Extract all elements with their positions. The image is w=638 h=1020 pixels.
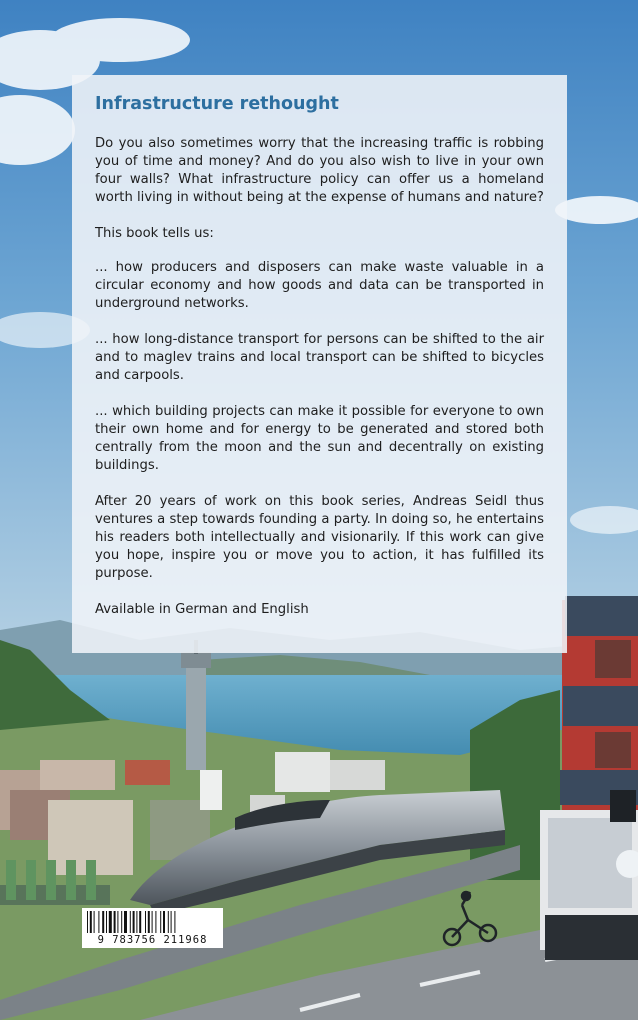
truck [540, 790, 638, 960]
availability-paragraph: Available in German and English [95, 602, 309, 617]
author-paragraph: After 20 years of work on this book series, Andreas Seidl thus ventures a step towards founding a party. In doing so, he entertains his readers both intellectually and visionarily. If this work can give you hope, inspire you or move you to action, it has fulfilled its purpose. [95, 494, 544, 581]
intro-paragraph: Do you also sometimes worry that the increasing traffic is robbing you of time and money? And do you also wish to live in your own four walls? What infrastructure policy can offer us a homeland worth living in without being at the expense of humans and nature? [95, 136, 544, 205]
transport-paragraph: ... how long-distance transport for persons can be shifted to the air and to maglev trains and local transport can be shifted to bicycles and carpools. [95, 332, 544, 383]
text-panel [72, 75, 567, 653]
lead-in-paragraph: This book tells us: [95, 226, 214, 241]
isbn-barcode [82, 908, 223, 948]
waste-paragraph: ... how producers and disposers can make waste valuable in a circular economy and how goods and data can be transported in underground networks. [95, 260, 544, 311]
isbn-number: 9 783756 211968 [97, 934, 208, 946]
barcode-icon [87, 911, 218, 933]
page-title: Infrastructure rethought [95, 94, 339, 114]
building-paragraph: ... which building projects can make it possible for everyone to own their own home and for energy to be generated and stored both centrally from the moon and the sun and decentrally on existing buildings. [95, 404, 544, 473]
